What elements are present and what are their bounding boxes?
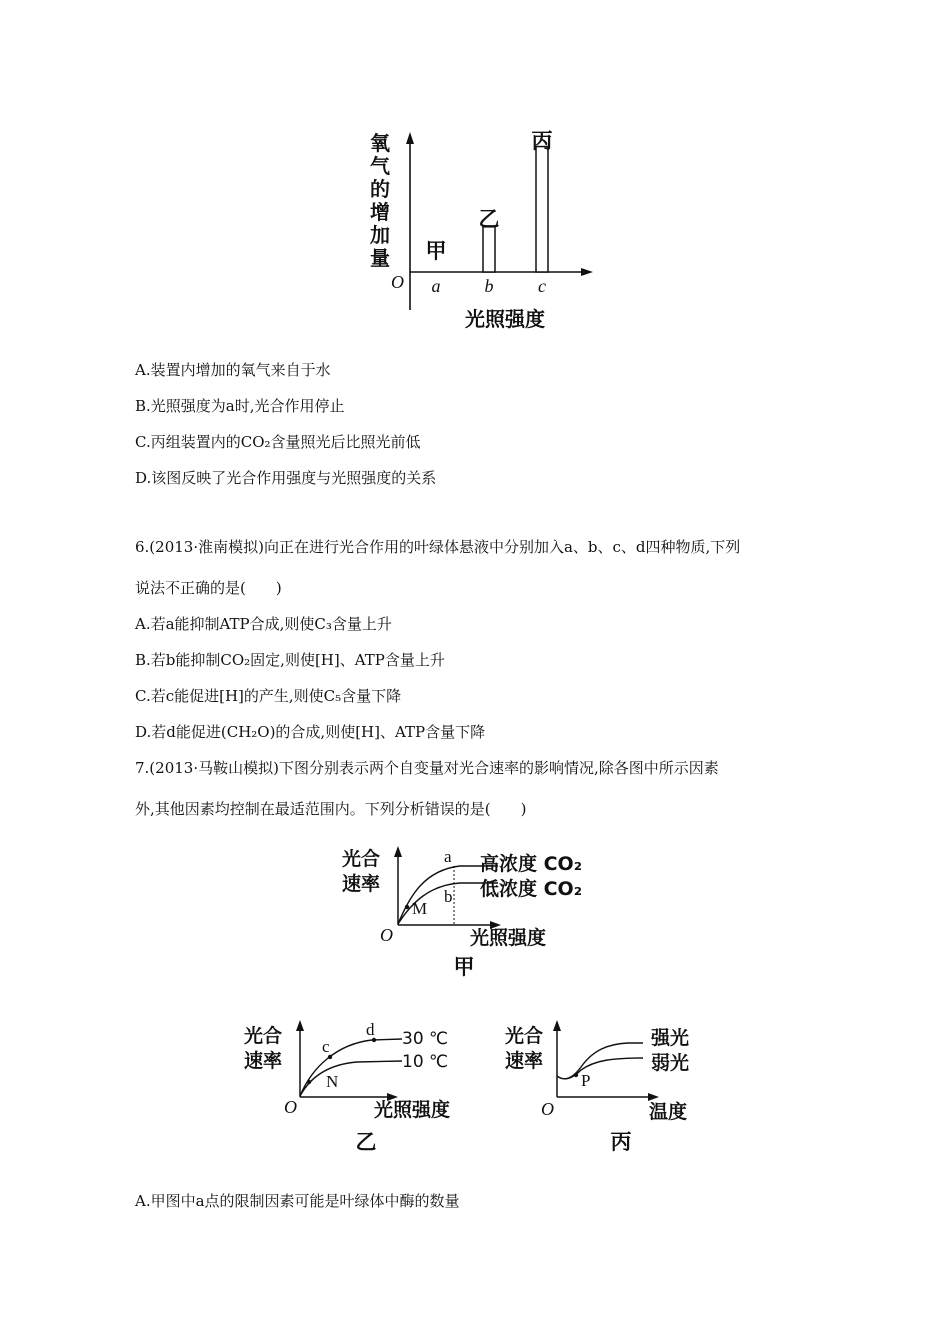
origin-label: O — [380, 925, 393, 945]
caption-jia: 甲 — [453, 955, 475, 979]
y-label-line1: 光合 — [244, 1025, 283, 1047]
q6-option-a: A.若a能抑制ATP合成,则使C₃含量上升 — [135, 615, 392, 633]
origin-label: O — [541, 1099, 554, 1119]
tick-label-a: a — [431, 276, 441, 296]
y-label-char: 量 — [370, 246, 390, 270]
curve-strong-label: 强光 — [651, 1027, 690, 1049]
q7-stem-line2: 外,其他因素均控制在最适范围内。下列分析错误的是( ) — [135, 800, 527, 818]
q7-stem-line1: 7.(2013·马鞍山模拟)下图分别表示两个自变量对光合速率的影响情况,除各图中所示因素 — [135, 759, 719, 777]
y-label-char: 气 — [370, 154, 390, 178]
q6-option-c: C.若c能促进[H]的产生,则使C₅含量下降 — [135, 687, 402, 705]
curve-low-label: 低浓度 CO₂ — [480, 878, 583, 900]
figure-jia — [340, 840, 610, 985]
oxygen-bar-chart — [355, 120, 615, 335]
y-axis-arrow — [553, 1020, 561, 1031]
caption-bing: 丙 — [610, 1130, 632, 1154]
q7-option-a: A.甲图中a点的限制因素可能是叶绿体中酶的数量 — [135, 1192, 460, 1210]
bar-c — [536, 147, 548, 272]
y-label-char: 的 — [370, 177, 390, 201]
tick-label-c: c — [538, 276, 546, 296]
y-axis-arrow — [394, 846, 402, 857]
y-axis-arrow — [296, 1020, 304, 1031]
x-axis-arrow — [648, 1093, 659, 1101]
point-m — [405, 905, 409, 909]
q5-option-a: A.装置内增加的氧气来自于水 — [135, 361, 331, 379]
y-label-line1: 光合 — [342, 848, 381, 870]
origin-label: O — [391, 272, 404, 292]
x-axis-label: 光照强度 — [470, 927, 547, 949]
y-axis-label — [370, 131, 391, 270]
figure-yi — [242, 1012, 472, 1157]
point-m-label: M — [412, 899, 428, 918]
x-axis-arrow — [581, 268, 593, 276]
bar-label-jia: 甲 — [425, 239, 447, 263]
curve-30c-label: 30 ℃ — [402, 1029, 449, 1049]
figure-bing — [503, 1012, 703, 1157]
bar-label-yi: 乙 — [478, 207, 500, 231]
y-label-char: 加 — [370, 223, 390, 247]
point-c-label: c — [322, 1037, 330, 1056]
caption-yi: 乙 — [355, 1130, 377, 1154]
q5-option-b: B.光照强度为a时,光合作用停止 — [135, 397, 345, 415]
q6-option-b: B.若b能抑制CO₂固定,则使[H]、ATP含量上升 — [135, 651, 445, 669]
curve-10c-label: 10 ℃ — [402, 1052, 449, 1072]
point-d-label: d — [366, 1020, 375, 1039]
y-label-char: 增 — [370, 200, 390, 224]
point-b-label: b — [444, 887, 453, 906]
point-p-label: P — [581, 1071, 591, 1090]
point-n — [307, 1080, 311, 1084]
x-axis-label: 光照强度 — [465, 307, 545, 331]
origin-label: O — [284, 1097, 297, 1117]
q6-stem-line1: 6.(2013·淮南模拟)向正在进行光合作用的叶绿体悬液中分别加入a、b、c、d四种物质,下列 — [135, 538, 741, 556]
bar-b — [483, 227, 495, 272]
q5-option-d: D.该图反映了光合作用强度与光照强度的关系 — [135, 469, 437, 487]
curve-high-label: 高浓度 CO₂ — [480, 853, 583, 875]
point-a-label: a — [444, 847, 452, 866]
curve-weak — [557, 1058, 643, 1079]
y-label-line1: 光合 — [505, 1025, 544, 1047]
curve-10c — [300, 1061, 402, 1096]
y-axis-arrow — [406, 132, 414, 144]
y-label-char: 氧 — [370, 131, 390, 155]
x-axis-label: 光照强度 — [374, 1099, 451, 1121]
q5-option-c: C.丙组装置内的CO₂含量照光后比照光前低 — [135, 433, 421, 451]
bar-label-bing: 丙 — [531, 129, 553, 153]
point-p — [574, 1073, 578, 1077]
point-n-label: N — [326, 1072, 339, 1091]
curve-30c — [300, 1039, 402, 1096]
curve-weak-label: 弱光 — [651, 1052, 690, 1074]
tick-label-b: b — [484, 276, 494, 296]
y-label-line2: 速率 — [244, 1050, 283, 1072]
q6-option-d: D.若d能促进(CH₂O)的合成,则使[H]、ATP含量下降 — [135, 723, 486, 741]
x-axis-label: 温度 — [649, 1101, 688, 1123]
y-label-line2: 速率 — [342, 873, 381, 895]
y-label-line2: 速率 — [505, 1050, 544, 1072]
q6-stem-line2: 说法不正确的是( ) — [135, 579, 282, 597]
